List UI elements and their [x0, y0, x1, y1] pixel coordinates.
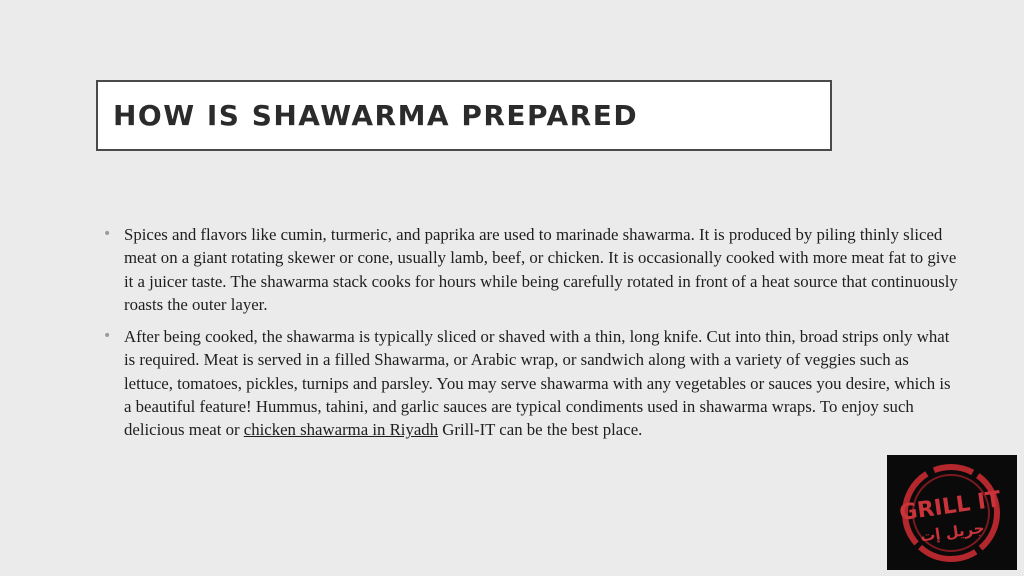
bullet-text-tail: Grill-IT can be the best place.	[438, 420, 643, 440]
logo-graphic	[887, 455, 1017, 570]
bullet-list	[100, 223, 960, 451]
slide-title: HOW IS SHAWARMA PREPARED	[113, 99, 639, 132]
logo-text-main: GRILL IT	[897, 487, 1003, 527]
chicken-shawarma-link[interactable]: chicken shawarma in Riyadh	[243, 420, 439, 440]
bullet-marker: •	[103, 328, 112, 345]
bullet-text: Spices and flavors like cumin, turmeric, and paprika are used to marinade shawarma. It is produced by piling thinly sliced meat on a giant rotating skewer or cone, usually lamb, beef, or chicken. It is occasionally cooked with more meat fat to give it a juicer taste. The shawarma stack cooks for hours while being carefully rotated in front of a heat source that continuously roasts the outer layer.	[124, 225, 958, 314]
grill-it-logo	[887, 455, 1017, 570]
bullet-marker: •	[103, 226, 112, 242]
bullet-item	[100, 223, 960, 316]
bullet-item	[100, 325, 960, 441]
logo-text-arabic: جريل إت	[919, 518, 986, 546]
bullet-text: After being cooked, the shawarma is typically sliced or shaved with a thin, long knife. Cut into thin, broad strips only what is required. Meat is served in a filled Shawarma, or Arabic wrap, or sandwich along with a variety of veggies such as lettuce, tomatoes, pickles, turnips and parsley. You may serve shawarma with any vegetables or sauces you desire, which is a beautiful feature! Hummus, tahini, and garlic sauces are typical condiments used in shawarma wraps. To enjoy such delicious meat or	[124, 327, 951, 440]
title-box	[96, 80, 832, 151]
